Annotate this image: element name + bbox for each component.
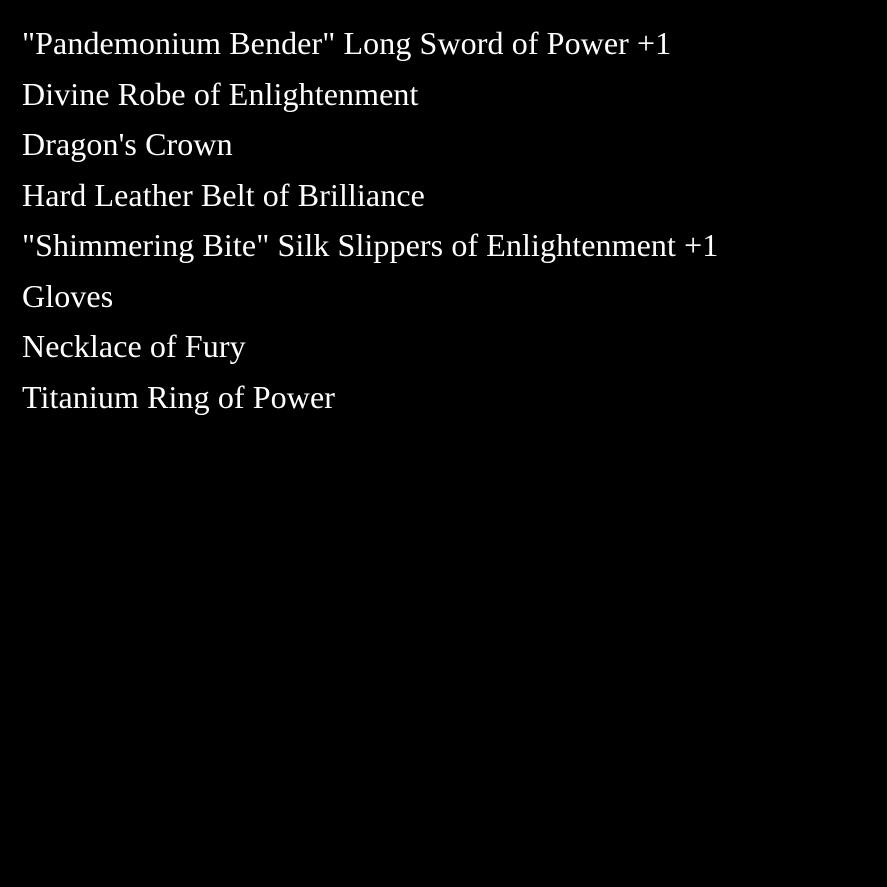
- list-item: Hard Leather Belt of Brilliance: [22, 176, 425, 213]
- list-item: Necklace of Fury: [22, 328, 246, 364]
- list-item: Titanium Ring of Power: [22, 378, 336, 415]
- loot-item-list: [22, 18, 887, 422]
- list-item: Gloves: [22, 277, 114, 314]
- list-item: Dragon's Crown: [22, 126, 233, 162]
- list-item: "Pandemonium Bender" Long Sword of Power +1: [22, 25, 672, 61]
- list-item: Divine Robe of Enlightenment: [22, 75, 419, 112]
- list-item: "Shimmering Bite" Silk Slippers of Enlightenment +1: [22, 227, 719, 263]
